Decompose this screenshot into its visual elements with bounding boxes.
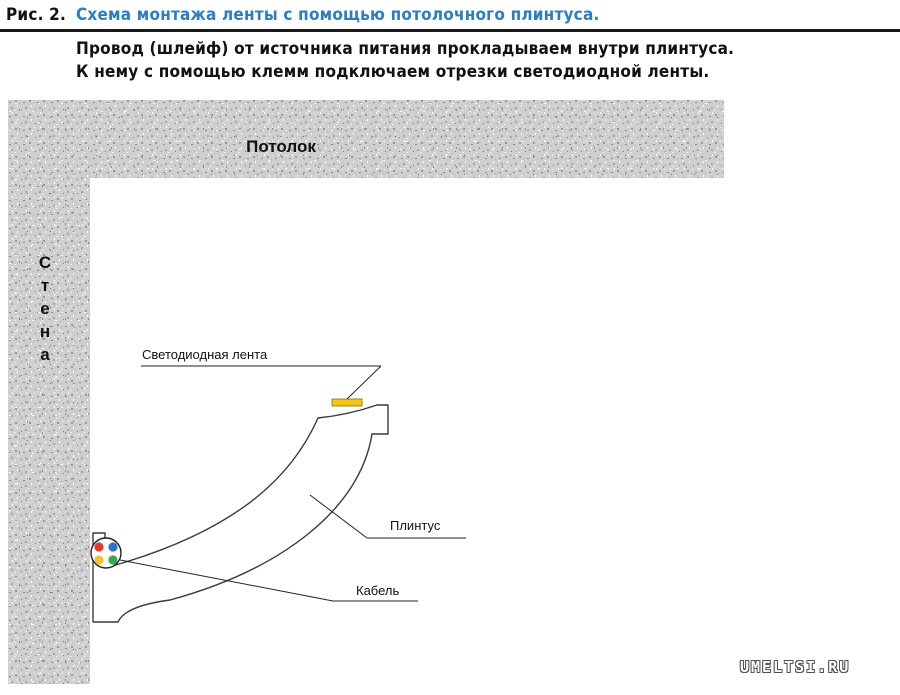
wall-label-letter: н: [39, 322, 51, 341]
cable: [91, 538, 121, 568]
figure-number: Рис. 2.: [6, 5, 66, 25]
watermark: UMELTSI.RU: [740, 658, 851, 676]
cable-wire: [94, 542, 103, 551]
led-strip-label: Светодиодная лента: [142, 347, 268, 362]
figure-description-line-1: Провод (шлейф) от источника питания прокладываем внутри плинтуса.: [76, 39, 735, 59]
led-strip: [332, 399, 362, 406]
wall-label-letter: т: [40, 276, 50, 295]
figure-title: Схема монтажа ленты с помощью потолочного плинтуса.: [76, 5, 600, 25]
ceiling-label: Потолок: [246, 137, 316, 156]
cable-wire: [94, 555, 103, 564]
led-strip-leader: [347, 366, 381, 399]
wall-label-letter: а: [40, 345, 50, 364]
wall-label-letter: С: [38, 253, 52, 272]
cable-wire: [108, 555, 117, 564]
cable-wire: [108, 542, 117, 551]
plinth-label: Плинтус: [390, 518, 441, 533]
cable-label: Кабель: [356, 583, 400, 598]
wall-label-letter: е: [40, 299, 50, 318]
figure-description-line-2: К нему с помощью клемм подключаем отрезки светодиодной ленты.: [76, 62, 710, 82]
wall-label: [39, 253, 51, 364]
ceiling-plinth: [93, 405, 388, 622]
